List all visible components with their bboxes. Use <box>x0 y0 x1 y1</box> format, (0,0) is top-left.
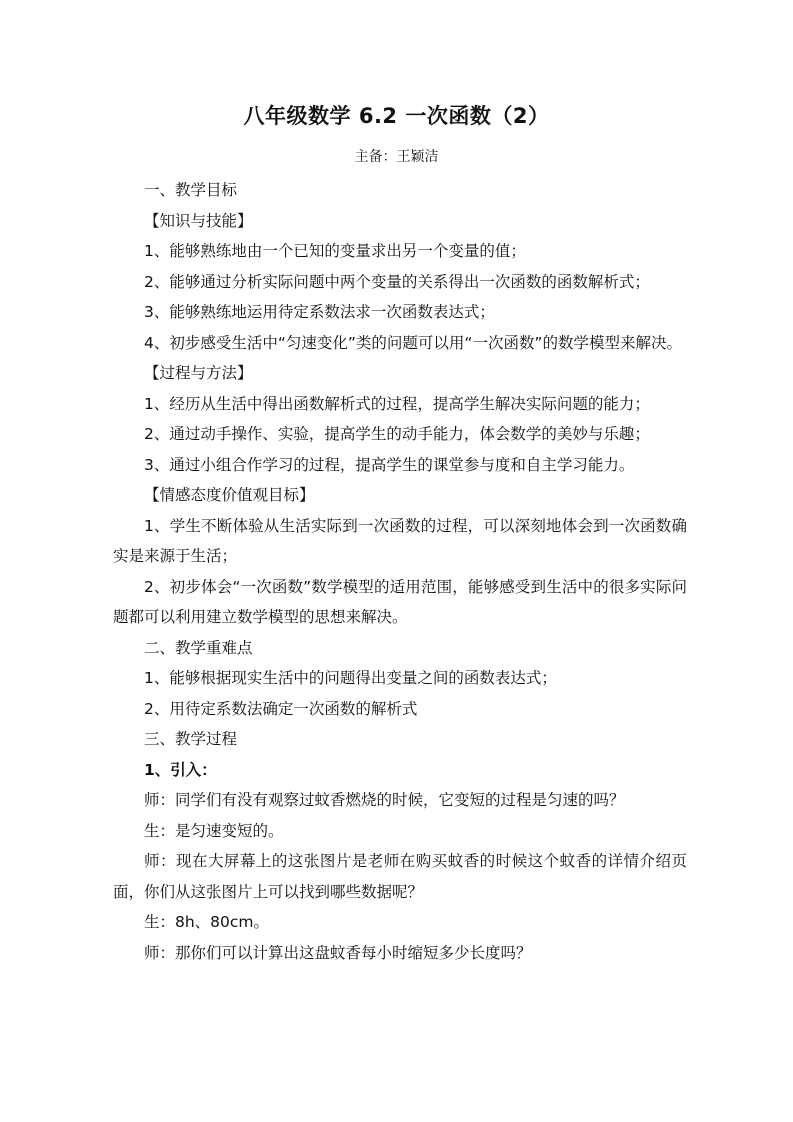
paragraph: 2、能够通过分析实际问题中两个变量的关系得出一次函数的函数解析式； <box>144 272 650 291</box>
dialogue-line: 师：那你们可以计算出这盘蚊香每小时缩短多少长度吗？ <box>144 943 532 962</box>
paragraph: 4、初步感受生活中“匀速变化”类的问题可以用“一次函数”的数学模型来解决。 <box>144 333 682 352</box>
dialogue-line: 师：现在大屏幕上的这张图片是老师在购买蚊香的时候这个蚊香的详情介绍页面，你们从这张图片上可以找到哪些数据呢？ <box>113 852 687 901</box>
section-heading: 三、教学过程 <box>144 730 238 748</box>
paragraph: 1、能够根据现实生活中的问题得出变量之间的函数表达式； <box>144 669 557 687</box>
dialogue-line: 生：是匀速变短的。 <box>144 821 284 840</box>
paragraph: 1、经历从生活中得出函数解析式的过程，提高学生解决实际问题的能力； <box>144 394 650 413</box>
paragraph: 2、用待定系数法确定一次函数的解析式 <box>144 699 418 718</box>
paragraph: 1、学生不断体验从生活实际到一次函数的过程，可以深刻地体会到一次函数确实是来源于生活； <box>113 516 687 565</box>
author-line: 主备：王颖洁 <box>354 149 439 165</box>
dialogue-line: 生：8h、80cm。 <box>144 913 270 931</box>
paragraph: 3、通过小组合作学习的过程，提高学生的课堂参与度和自主学习能力。 <box>144 455 635 474</box>
page-title: 八年级数学 6.2 一次函数（2） <box>243 104 550 128</box>
dialogue-line: 师：同学们有没有观察过蚊香燃烧的时候，它变短的过程是匀速的吗？ <box>144 791 625 809</box>
subsection-heading: 【情感态度价值观目标】 <box>144 486 315 504</box>
subsection-heading: 【知识与技能】 <box>144 211 253 230</box>
subsection-heading: 【过程与方法】 <box>144 364 253 382</box>
section-heading: 二、教学重难点 <box>144 638 253 657</box>
section-heading: 一、教学目标 <box>144 181 238 199</box>
paragraph: 3、能够熟练地运用待定系数法求一次函数表达式； <box>144 303 495 321</box>
paragraph: 1、能够熟练地由一个已知的变量求出另一个变量的值； <box>144 242 526 260</box>
paragraph: 2、初步体会“一次函数”数学模型的适用范围，能够感受到生活中的很多实际问题都可以利用建立数学模型的思想来解决。 <box>113 577 687 626</box>
paragraph: 2、通过动手操作、实验，提高学生的动手能力，体会数学的美妙与乐趣； <box>144 425 650 443</box>
subsection-heading: 1、引入： <box>144 760 217 779</box>
document-body <box>113 175 687 968</box>
